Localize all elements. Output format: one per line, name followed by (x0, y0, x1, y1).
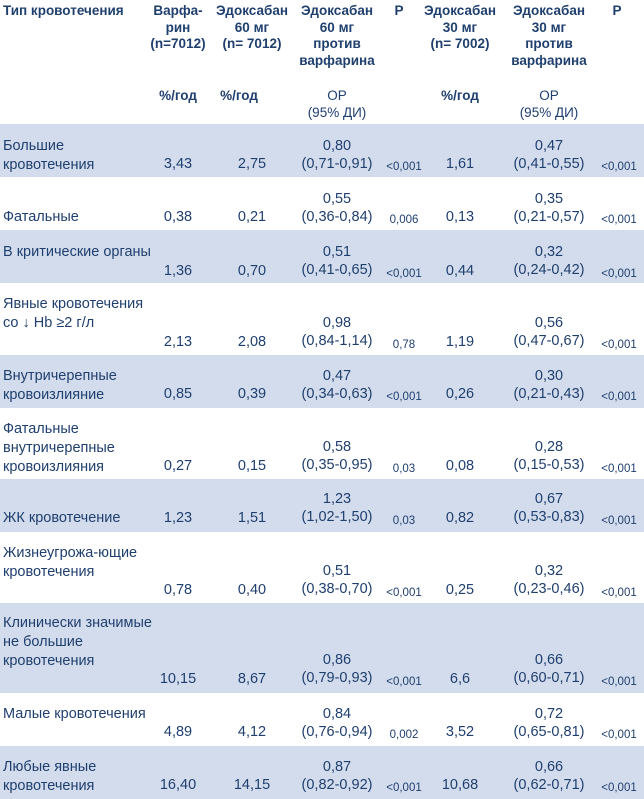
edox30-rate: 0,82 (445, 510, 475, 526)
bleeding-type: Явные кровотечения со ↓ Hb ≥2 г/л (3, 296, 144, 331)
bleeding-type: Внутричерепные кровоизлияние (3, 368, 117, 403)
header-edox30vs-l4: варфарина (511, 52, 587, 68)
table-row (0, 603, 644, 693)
edox30-ci: (0,62-0,71) (513, 777, 585, 793)
edox60-ci: (0,82-0,92) (301, 777, 373, 793)
header-warfarin-l3: (n=7012) (150, 36, 206, 51)
edox60-ci: (0,76-0,94) (301, 724, 373, 740)
header-p1: P (394, 3, 404, 18)
edox60-p-value: 0,78 (392, 339, 416, 351)
edox30-ci: (0,21-0,57) (513, 209, 585, 225)
edox60-rate: 14,15 (233, 777, 271, 793)
header-edox60 (211, 3, 293, 53)
unit-edox30: %/год (441, 88, 479, 103)
edox60-or: 0,51 (322, 244, 352, 260)
table-row (0, 230, 644, 283)
edox60-or: 0,51 (322, 563, 352, 579)
unit-or-30-l1: ОР (539, 88, 559, 103)
edox30-rate: 6,6 (449, 671, 471, 687)
edox30-rate: 10,68 (441, 777, 479, 793)
edox60-ci: (0,34-0,63) (301, 386, 373, 402)
header-type: Тип кровотечения (3, 3, 124, 18)
edox30-p-value: <0,001 (601, 515, 637, 527)
edox30-p-value: <0,001 (601, 729, 637, 741)
bleeding-type: Любые явные кровотечения (3, 759, 97, 794)
edox60-p-value: 0,03 (392, 463, 416, 475)
edox30-rate: 0,44 (445, 263, 475, 279)
edox60-ci: (1,02-1,50) (301, 509, 373, 525)
unit-or-60-l1: ОР (327, 88, 347, 103)
edox30-rate: 3,52 (445, 724, 475, 740)
edox30-rate: 1,19 (445, 334, 475, 350)
warfarin-rate: 1,36 (163, 263, 193, 279)
edox30-p-value: <0,001 (601, 782, 637, 794)
edox30-or: 0,32 (534, 563, 564, 579)
edox30-ci: (0,60-0,71) (513, 670, 585, 686)
edox60-p-value: <0,001 (386, 268, 422, 280)
table-row (0, 479, 644, 532)
header-warfarin-l2: рин (165, 19, 191, 35)
header-edox30-l2: 30 мг (442, 19, 478, 35)
edox60-rate: 8,67 (237, 671, 267, 687)
edox30-rate: 0,13 (445, 209, 475, 225)
edox60-p-value: 0,006 (389, 214, 419, 226)
edox60-or: 0,84 (322, 706, 352, 722)
bleeding-type: Фатальные внутричерепные кровоизлияния (3, 421, 115, 475)
edox60-rate: 2,08 (237, 334, 267, 350)
edox30-rate: 0,25 (445, 582, 475, 598)
header-edox60vs-l3: против (313, 36, 361, 51)
header-edox60vs-l2: 60 мг (319, 19, 355, 35)
edox60-or: 0,47 (322, 368, 352, 384)
edox60-rate: 2,75 (237, 156, 267, 172)
edox60-p-value: <0,001 (386, 782, 422, 794)
edox60-or: 1,23 (322, 491, 352, 507)
header-edox30 (422, 3, 498, 53)
edox60-rate: 0,39 (237, 386, 267, 402)
edox60-ci: (0,84-1,14) (301, 333, 373, 349)
edox30-ci: (0,24-0,42) (513, 262, 585, 278)
edox30-ci: (0,47-0,67) (513, 333, 585, 349)
table-header (0, 0, 644, 124)
table-row (0, 177, 644, 230)
header-warfarin-l1: Варфа- (153, 3, 203, 18)
unit-or-60 (293, 88, 381, 121)
header-p2: P (612, 3, 622, 18)
edox60-rate: 4,12 (237, 724, 267, 740)
edox30-rate: 0,26 (445, 386, 475, 402)
edox30-or: 0,35 (534, 191, 564, 207)
bleeding-type: Жизнеугрожа-ющие кровотечения (3, 545, 138, 580)
edox30-or: 0,30 (534, 368, 564, 384)
unit-edox60: %/год (220, 88, 258, 103)
edox60-rate: 1,51 (237, 510, 267, 526)
edox60-or: 0,55 (322, 191, 352, 207)
edox30-ci: (0,53-0,83) (513, 509, 585, 525)
edox30-ci: (0,41-0,55) (513, 156, 585, 172)
bleeding-type: В критические органы (3, 244, 151, 260)
edox30-ci: (0,21-0,43) (513, 386, 585, 402)
table-row (0, 693, 644, 746)
edox60-p-value: 0,03 (392, 515, 416, 527)
warfarin-rate: 4,89 (163, 724, 193, 740)
header-edox30vs-l1: Эдоксабан (512, 3, 585, 18)
edox30-ci: (0,15-0,53) (513, 457, 585, 473)
warfarin-rate: 2,13 (163, 334, 193, 350)
header-edox30vs-l2: 30 мг (531, 19, 567, 35)
header-edox30-l1: Эдоксабан (423, 3, 496, 18)
edox60-p-value: <0,001 (386, 391, 422, 403)
unit-or-60-l2: (95% ДИ) (307, 104, 367, 120)
edox60-or: 0,87 (322, 759, 352, 775)
edox30-or: 0,72 (534, 706, 564, 722)
edox60-rate: 0,15 (237, 458, 267, 474)
edox30-p-value: <0,001 (601, 676, 637, 688)
table-row (0, 532, 644, 603)
edox60-p-value: <0,001 (386, 161, 422, 173)
edox30-or: 0,28 (534, 439, 564, 455)
edox60-p-value: <0,001 (386, 676, 422, 688)
table-row (0, 124, 644, 177)
edox60-ci: (0,35-0,95) (301, 457, 373, 473)
edox60-or: 0,58 (322, 439, 352, 455)
header-edox60vs-l1: Эдоксабан (300, 3, 373, 18)
edox30-p-value: <0,001 (601, 161, 637, 173)
table-row (0, 355, 644, 408)
header-edox30-l3: (n= 7002) (430, 36, 490, 51)
edox60-or: 0,98 (322, 315, 352, 331)
warfarin-rate: 0,27 (163, 458, 193, 474)
table-row (0, 746, 644, 799)
edox30-p-value: <0,001 (601, 587, 637, 599)
edox30-or: 0,66 (534, 759, 564, 775)
edox60-ci: (0,36-0,84) (301, 209, 373, 225)
edox30-p-value: <0,001 (601, 268, 637, 280)
edox30-or: 0,32 (534, 244, 564, 260)
edox30-p-value: <0,001 (601, 463, 637, 475)
edox30-p-value: <0,001 (601, 214, 637, 226)
unit-or-30 (505, 88, 593, 121)
edox30-or: 0,47 (534, 138, 564, 154)
header-edox60-l3: (n= 7012) (222, 36, 282, 51)
header-edox60-l2: 60 мг (234, 19, 270, 35)
edox60-rate: 0,70 (237, 263, 267, 279)
edox60-or: 0,86 (322, 652, 352, 668)
edox30-ci: (0,23-0,46) (513, 581, 585, 597)
edox30-ci: (0,65-0,81) (513, 724, 585, 740)
table-row (0, 408, 644, 479)
edox30-or: 0,66 (534, 652, 564, 668)
header-warfarin (147, 3, 209, 53)
warfarin-rate: 1,23 (163, 510, 193, 526)
edox30-p-value: <0,001 (601, 391, 637, 403)
warfarin-rate: 10,15 (159, 671, 197, 687)
edox60-p-value: 0,002 (389, 729, 419, 741)
unit-warfarin: %/год (159, 88, 197, 103)
warfarin-rate: 16,40 (159, 777, 197, 793)
edox60-ci: (0,79-0,93) (301, 670, 373, 686)
edox60-rate: 0,21 (237, 209, 267, 225)
edox30-or: 0,56 (534, 315, 564, 331)
bleeding-type: Большие кровотечения (3, 138, 95, 173)
bleeding-type: Фатальные (3, 209, 79, 225)
header-edox60-vs-warfarin (293, 3, 381, 69)
edox60-ci: (0,41-0,65) (301, 262, 373, 278)
edox60-rate: 0,40 (237, 582, 267, 598)
header-edox30-vs-warfarin (505, 3, 593, 69)
edox60-p-value: <0,001 (386, 587, 422, 599)
edox30-or: 0,67 (534, 491, 564, 507)
edox60-or: 0,80 (322, 138, 352, 154)
bleeding-type: Клинически значимые не большие кровотечения (3, 615, 152, 669)
edox30-rate: 1,61 (445, 156, 475, 172)
edox60-ci: (0,38-0,70) (301, 581, 373, 597)
header-edox60vs-l4: варфарина (299, 52, 375, 68)
header-edox60-l1: Эдоксабан (215, 3, 288, 18)
edox30-rate: 0,08 (445, 458, 475, 474)
edox30-p-value: <0,001 (601, 339, 637, 351)
unit-or-30-l2: (95% ДИ) (519, 104, 579, 120)
warfarin-rate: 0,38 (163, 209, 193, 225)
header-edox30vs-l3: против (525, 36, 573, 51)
bleeding-type: Малые кровотечения (3, 706, 146, 722)
edox60-ci: (0,71-0,91) (301, 156, 373, 172)
warfarin-rate: 0,85 (163, 386, 193, 402)
warfarin-rate: 3,43 (163, 156, 193, 172)
table-row (0, 283, 644, 355)
bleeding-type: ЖК кровотечение (3, 510, 121, 526)
warfarin-rate: 0,78 (163, 582, 193, 598)
